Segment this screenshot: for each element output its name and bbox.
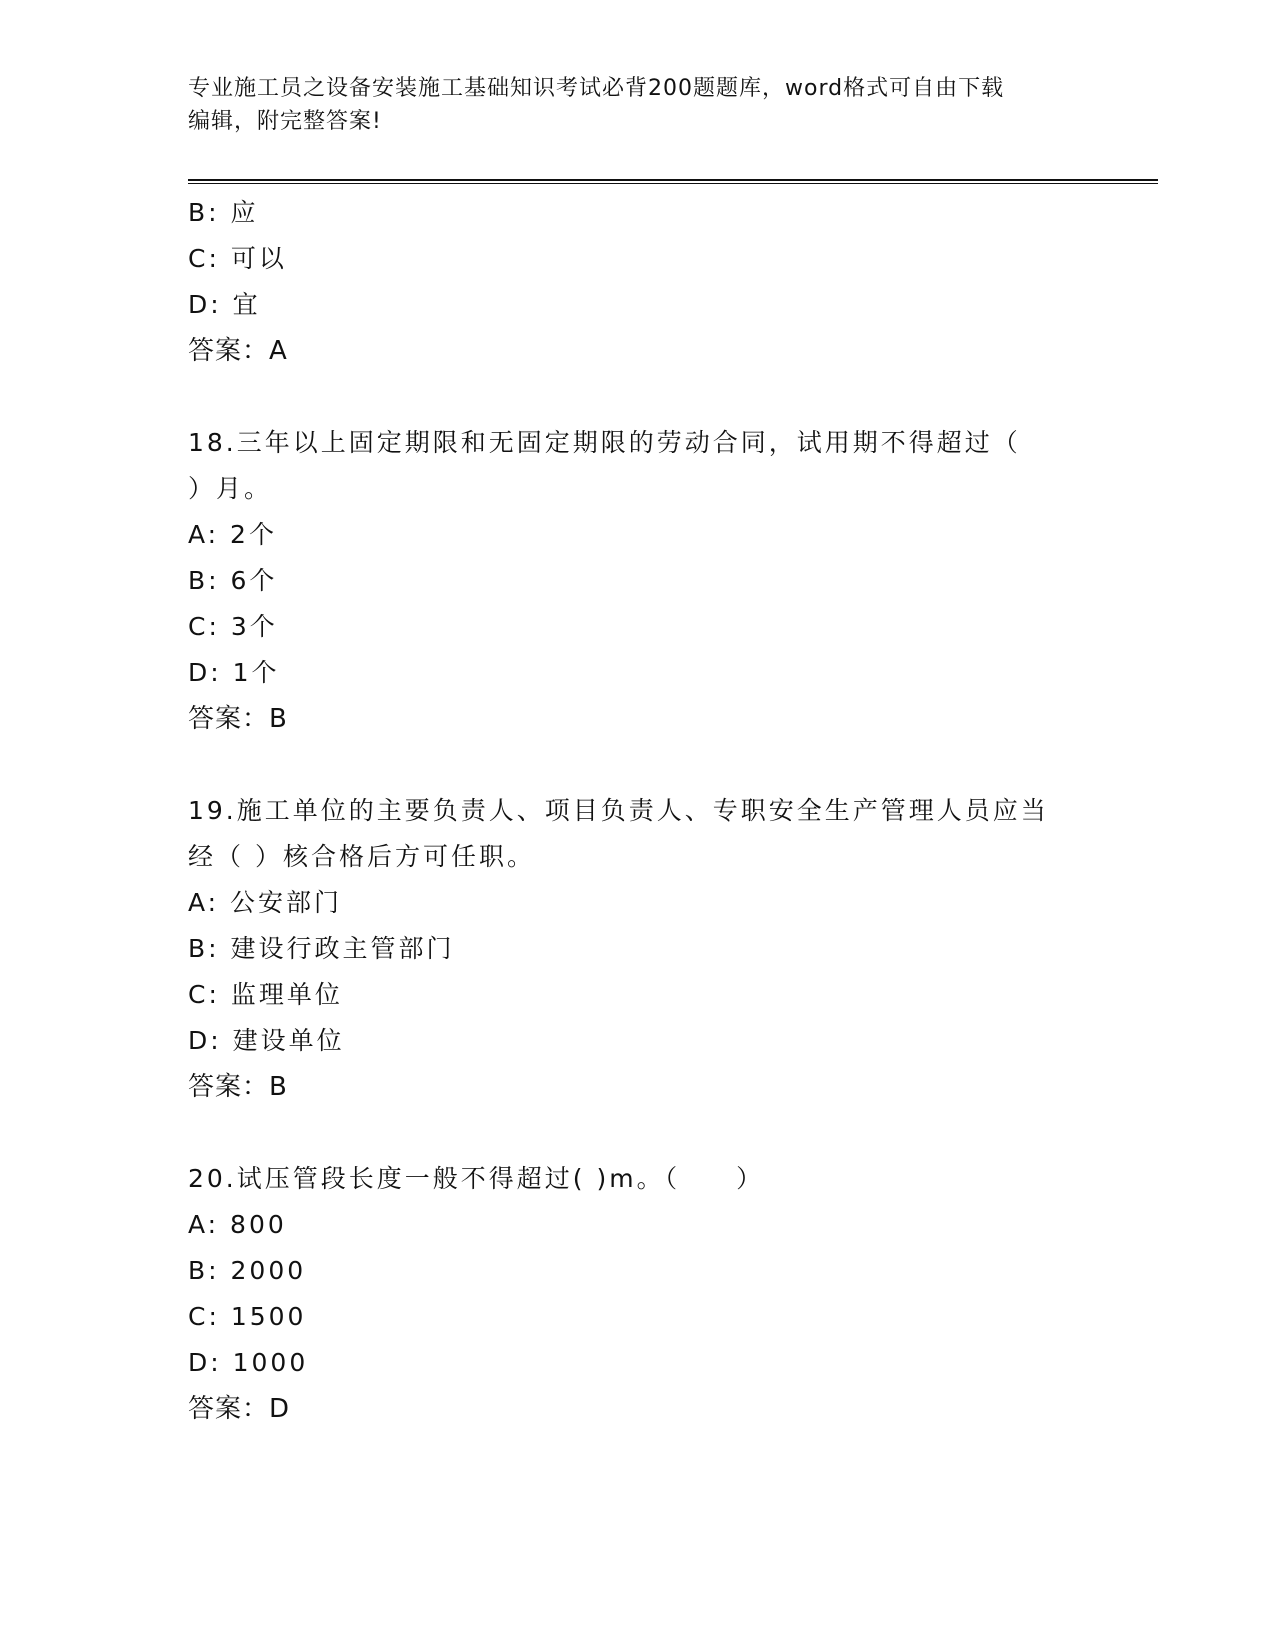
question-19 xyxy=(188,788,1088,1110)
header-title-line1: 专业施工员之设备安装施工基础知识考试必背200题题库，word格式可自由下载 xyxy=(188,76,1005,101)
header-divider-thin xyxy=(188,183,1158,184)
option-d: D: 宜 xyxy=(188,290,261,319)
partial-question xyxy=(188,190,1088,374)
header-divider-thick xyxy=(188,179,1158,181)
option-d: D: 建设单位 xyxy=(188,1026,345,1055)
option-c: C: 监理单位 xyxy=(188,980,343,1009)
option-b: B: 建设行政主管部门 xyxy=(188,934,455,963)
question-stem-line1: 20.试压管段长度一般不得超过( )m。（ ） xyxy=(188,1164,765,1193)
answer-line: 答案：B xyxy=(188,1072,288,1102)
question-18 xyxy=(188,420,1088,742)
question-stem-line1: 19.施工单位的主要负责人、项目负责人、专职安全生产管理人员应当 xyxy=(188,796,1049,825)
document-header xyxy=(188,72,1088,138)
option-c: C: 3个 xyxy=(188,612,278,641)
option-a: A: 2个 xyxy=(188,520,277,549)
option-a: A: 公安部门 xyxy=(188,888,343,917)
question-20 xyxy=(188,1156,1088,1432)
header-title-line2: 编辑，附完整答案! xyxy=(188,109,382,134)
option-c: C: 可以 xyxy=(188,244,287,273)
question-stem-line2: 经（ ）核合格后方可任职。 xyxy=(188,842,535,871)
question-stem-line1: 18.三年以上固定期限和无固定期限的劳动合同，试用期不得超过（ xyxy=(188,428,1021,457)
option-b: B: 6个 xyxy=(188,566,278,595)
answer-line: 答案：B xyxy=(188,704,288,734)
option-d: D: 1个 xyxy=(188,658,280,687)
option-c: C: 1500 xyxy=(188,1302,307,1331)
question-stem-line2: ）月。 xyxy=(188,474,273,503)
question-list xyxy=(188,190,1088,1432)
answer-line: 答案：A xyxy=(188,336,288,366)
option-a: A: 800 xyxy=(188,1210,287,1239)
option-b: B: 应 xyxy=(188,198,259,227)
option-d: D: 1000 xyxy=(188,1348,309,1377)
answer-line: 答案：D xyxy=(188,1394,291,1424)
option-b: B: 2000 xyxy=(188,1256,307,1285)
